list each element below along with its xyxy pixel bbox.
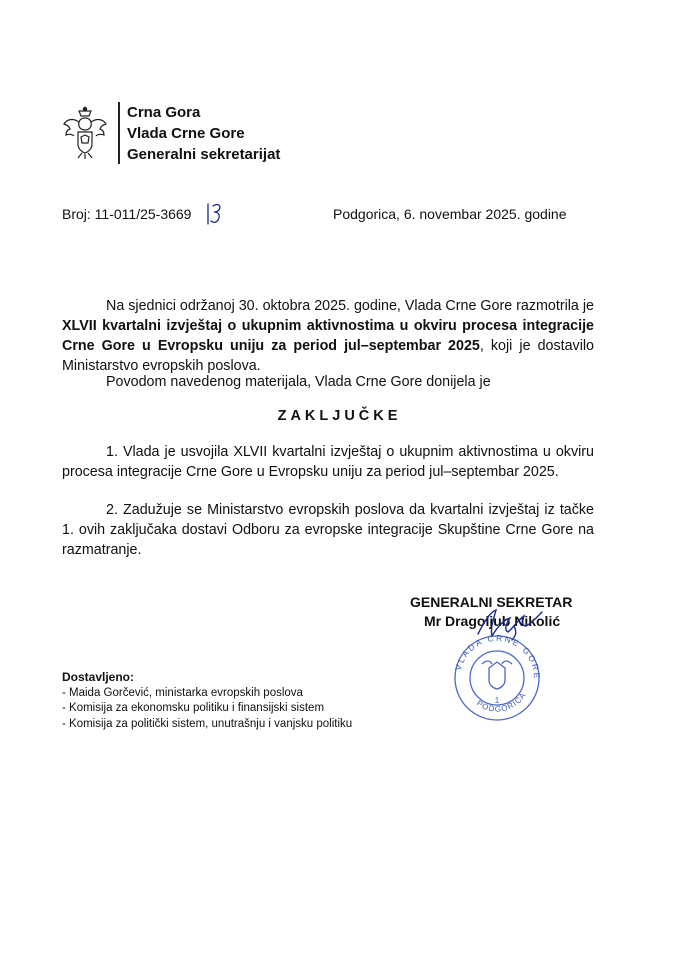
conclusion-item-2-text: 2. Zadužuje se Ministarstvo evropskih poslova da kvartalni izvještaj iz tačke 1. ovih zaključaka dostavi Odboru za evropske integracije Skupštine Crne Gore na razmatranje. bbox=[62, 502, 594, 558]
distribution-title: Dostavljeno: bbox=[62, 670, 135, 684]
conclusions-title: ZAKLJUČKE bbox=[277, 408, 402, 424]
place-date: Podgorica, 6. novembar 2025. godine bbox=[333, 206, 567, 222]
conclusion-item-2 bbox=[62, 500, 594, 560]
distribution-item: - Komisija za politički sistem, unutrašnju i vanjsku politiku bbox=[62, 717, 353, 730]
reference-number: Broj: 11-011/25-3669 bbox=[62, 206, 192, 222]
intro-text-a: Na sjednici održanoj 30. oktobra 2025. godine, Vlada Crne Gore razmotrila je bbox=[106, 298, 594, 314]
handwritten-suffix bbox=[205, 200, 225, 228]
conclusion-item-1-text: 1. Vlada je usvojila XLVII kvartalni izvještaj o ukupnim aktivnostima u okviru procesa integracije Crne Gore u Evropsku uniju za period jul–septembar 2025. bbox=[62, 444, 594, 480]
issuer-department: Generalni sekretarijat bbox=[127, 146, 281, 163]
distribution-item: - Maida Gorčević, ministarka evropskih poslova bbox=[62, 686, 303, 699]
stamp-text-top: VLADA CRNE GORE bbox=[452, 632, 543, 681]
coat-of-arms-icon bbox=[62, 106, 108, 160]
intro-text-bold: XLVII kvartalni izvještaj o ukupnim aktivnostima u okviru procesa integracije Crne Gore u Evropsku uniju za period jul–septembar 2025 bbox=[62, 318, 594, 354]
official-stamp bbox=[444, 630, 550, 722]
distribution-list bbox=[62, 670, 352, 732]
intro-paragraph bbox=[62, 296, 594, 376]
intro-text-b: , koji je dostavilo Ministarstvo evropskih poslova. bbox=[62, 338, 594, 374]
signatory-title: GENERALNI SEKRETAR bbox=[410, 594, 573, 610]
issuer-government: Vlada Crne Gore bbox=[127, 125, 245, 142]
header-divider bbox=[118, 102, 120, 164]
conclusion-item-1 bbox=[62, 442, 594, 482]
signatory-name: Mr Dragoljub Nikolić bbox=[424, 613, 561, 629]
basis-paragraph: Povodom navedenog materijala, Vlada Crne Gore donijela je bbox=[106, 374, 491, 390]
distribution-item: - Komisija za ekonomsku politiku i finansijski sistem bbox=[62, 702, 325, 714]
stamp-number: 1 bbox=[494, 696, 500, 705]
issuer-country: Crna Gora bbox=[127, 104, 201, 121]
stamp-text-bottom: PODGORICA bbox=[474, 690, 528, 714]
issuer-header bbox=[127, 102, 280, 165]
